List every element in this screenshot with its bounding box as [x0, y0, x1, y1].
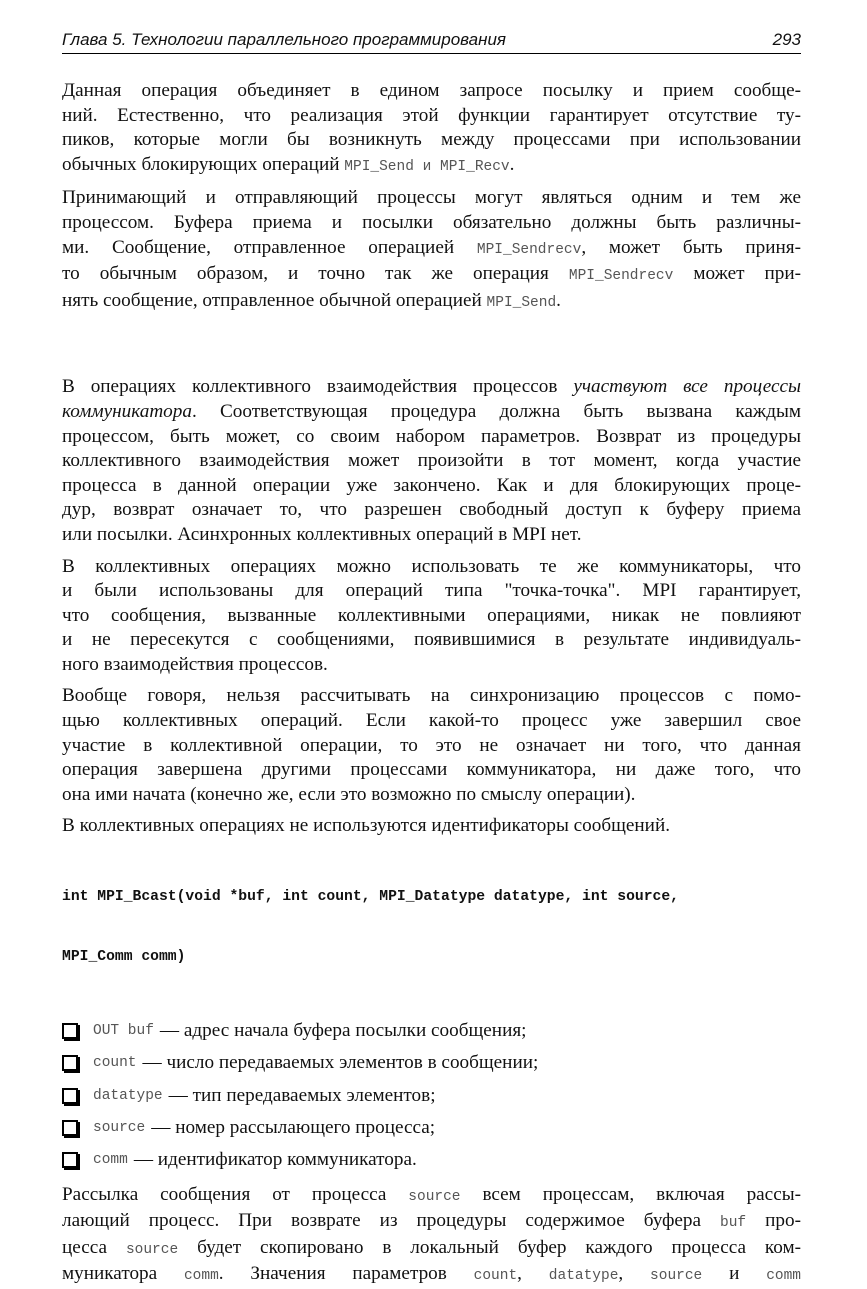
code-inline: source	[408, 1188, 461, 1205]
text-line: обычных блокирующих операций MPI_Send и MPI_Recv.	[62, 153, 515, 175]
paragraph-sendrecv-buffers	[62, 186, 801, 315]
parameter-list	[62, 1015, 801, 1176]
signature-line: int MPI_Bcast(void *buf, int count, MPI_Datatype datatype, int source,	[62, 889, 679, 906]
checkbox-bullet-icon	[62, 1152, 78, 1168]
text-line: нять сообщение, отправленное обычной операцией MPI_Send.	[62, 289, 561, 311]
code-inline: source	[125, 1241, 179, 1258]
paragraph-bcast-description	[62, 1183, 801, 1289]
param-desc: — идентификатор коммуникатора.	[133, 1149, 417, 1171]
text-line: щью коллективных операций. Если какой-то процесс уже завершил свое	[62, 710, 801, 732]
text-line: цесса source будет скопировано в локальный буфер каждого процесса ком-	[62, 1236, 801, 1258]
text-line: ми. Сообщение, отправленное операцией MPI_Sendrecv, может быть приня-	[62, 236, 801, 258]
param-name: OUT buf	[93, 1023, 154, 1040]
text-line: и были использованы для операций типа "точка-точка". MPI гарантирует,	[62, 580, 801, 602]
text-line: В операциях коллективного взаимодействия процессов участвуют все процессы	[62, 376, 801, 398]
text-line: пиков, которые могли бы возникнуть между процессами при использовании	[62, 129, 801, 151]
text-line: что сообщения, вызванные коллективными операциями, никак не повлияют	[62, 604, 801, 626]
text-line: Рассылка сообщения от процесса source всем процессам, включая рассы-	[62, 1183, 801, 1205]
page-number: 293	[772, 30, 801, 49]
paragraph-collective-intro	[62, 375, 801, 547]
code-inline: comm	[183, 1268, 219, 1285]
text-line: или посылки. Асинхронных коллективных операций в MPI нет.	[62, 523, 582, 545]
param-name: source	[93, 1120, 146, 1137]
code-inline: source	[650, 1268, 703, 1285]
text-line: то обычным образом, и точно так же операция MPI_Sendrecv может при-	[62, 263, 801, 285]
code-inline: MPI_Send	[486, 294, 557, 311]
text-line: В коллективных операциях не используются идентификаторы сообщений.	[62, 815, 671, 837]
chapter-title: Глава 5. Технологии параллельного программирования	[62, 30, 507, 49]
text-line: процессом, быть может, со своим набором параметров. Возврат из процедуры	[62, 425, 801, 447]
text-line: Вообще говоря, нельзя рассчитывать на синхронизацию процессов с помо-	[62, 685, 801, 707]
emphasis-text: участвуют все процессы	[573, 376, 801, 398]
text-line: ний. Естественно, что реализация этой функции гарантирует отсутствие ту-	[62, 104, 801, 126]
code-inline: comm	[766, 1268, 801, 1285]
text-line: процессом. Буфера приема и посылки обязательно должны быть различны-	[62, 211, 801, 233]
book-page	[62, 28, 801, 1289]
running-header	[62, 28, 801, 54]
text-line: коллективного взаимодействия может произойти в тот момент, когда участие	[62, 450, 801, 472]
function-signature	[62, 847, 801, 1007]
code-inline: count	[473, 1268, 518, 1285]
signature-line: MPI_Comm comm)	[62, 949, 186, 966]
code-inline: buf	[720, 1215, 747, 1232]
paragraph-no-tags	[62, 814, 801, 839]
text-line: она ими начата (конечно же, если это возможно по смыслу операции).	[62, 783, 636, 805]
code-inline: MPI_Send и MPI_Recv	[344, 158, 510, 175]
checkbox-bullet-icon	[62, 1055, 78, 1071]
code-inline: MPI_Sendrecv	[568, 268, 674, 285]
param-desc: — адрес начала буфера посылки сообщения;	[159, 1020, 527, 1042]
text-line: и не пересекутся с сообщениями, появившимися в результате индивидуаль-	[62, 629, 801, 651]
param-name: datatype	[93, 1087, 163, 1104]
emphasis-text: коммуникатора	[62, 400, 192, 422]
checkbox-bullet-icon	[62, 1120, 78, 1136]
checkbox-bullet-icon	[62, 1023, 78, 1039]
text-line: муникатора comm. Значения параметров count, datatype, source и comm	[62, 1263, 801, 1285]
text-line: Данная операция объединяет в едином запросе посылку и прием сообще-	[62, 80, 801, 101]
text-line: Принимающий и отправляющий процессы могут являться одним и тем же	[62, 187, 801, 209]
list-item	[62, 1047, 801, 1079]
param-desc: — номер рассылающего процесса;	[151, 1117, 436, 1139]
text-line: коммуникатора. Соответствующая процедура должна быть вызвана каждым	[62, 400, 801, 422]
paragraph-sendrecv-deadlock	[62, 79, 801, 179]
text-line: дур, возврат означает то, что разрешен свободный доступ к буферу приема	[62, 499, 801, 521]
param-desc: — число передаваемых элементов в сообщении;	[142, 1052, 539, 1074]
list-item	[62, 1112, 801, 1144]
param-name: comm	[93, 1152, 128, 1169]
list-item	[62, 1080, 801, 1112]
list-item	[62, 1144, 801, 1176]
text-line: участие в коллективной операции, то это не означает ни того, что данная	[62, 734, 801, 756]
param-name: count	[93, 1055, 137, 1072]
list-item	[62, 1015, 801, 1047]
code-inline: MPI_Sendrecv	[476, 241, 582, 258]
paragraph-collective-communicators	[62, 555, 801, 678]
param-desc: — тип передаваемых элементов;	[168, 1084, 436, 1106]
text-line: ного взаимодействия процессов.	[62, 653, 328, 675]
code-inline: datatype	[548, 1268, 619, 1285]
paragraph-collective-sync	[62, 684, 801, 807]
text-line: лающий процесс. При возврате из процедуры содержимое буфера buf про-	[62, 1210, 801, 1232]
checkbox-bullet-icon	[62, 1088, 78, 1104]
text-line: В коллективных операциях можно использовать те же коммуникаторы, что	[62, 555, 801, 577]
text-line: процесса в данной операции уже закончено. Как и для блокирующих проце-	[62, 474, 801, 496]
text-line: операция завершена другими процессами коммуникатора, ни даже того, что	[62, 759, 801, 781]
